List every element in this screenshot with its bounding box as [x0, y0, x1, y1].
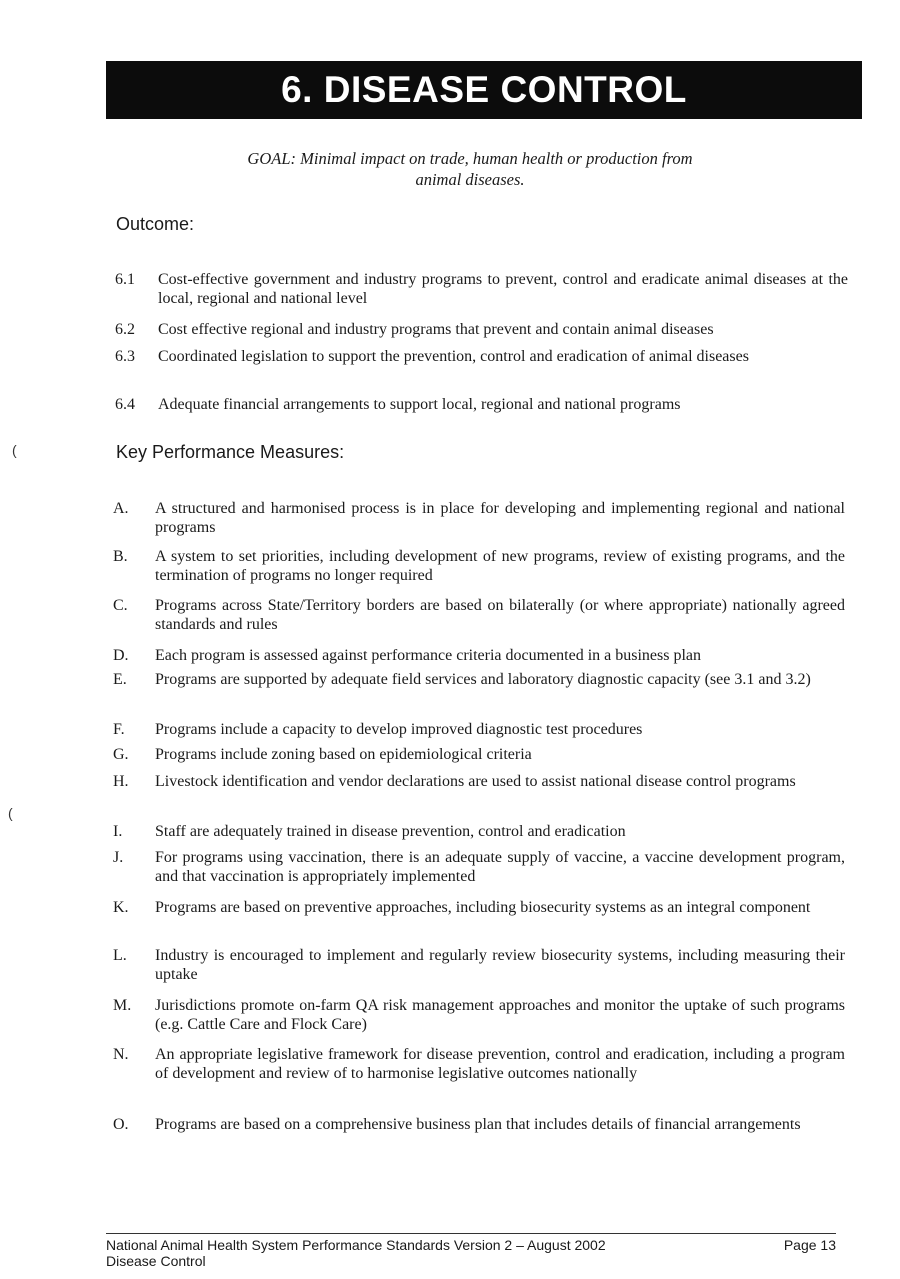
kpm-text: A system to set priorities, including development of new programs, review of existing programs, and the termination of programs no longer required: [155, 548, 845, 584]
kpm-letter: O.: [113, 1116, 129, 1133]
kpm-letter: G.: [113, 746, 129, 763]
kpm-letter: F.: [113, 721, 125, 738]
footer-line-1: [106, 1237, 836, 1253]
kpm-text: Staff are adequately trained in disease prevention, control and eradication: [155, 823, 626, 840]
kpm-letter: A.: [113, 500, 129, 517]
kpm-letter: H.: [113, 773, 129, 790]
section-title-banner: 6. DISEASE CONTROL: [106, 61, 862, 119]
footer-document-title: National Animal Health System Performance Standards Version 2 – August 2002: [106, 1237, 606, 1253]
outcome-number: 6.1: [115, 271, 135, 288]
outcome-text: Cost effective regional and industry programs that prevent and contain animal diseases: [158, 321, 714, 338]
kpm-letter: B.: [113, 548, 128, 565]
kpm-letter: N.: [113, 1046, 129, 1063]
kpm-text: Programs are based on a comprehensive business plan that includes details of financial arrangements: [155, 1116, 801, 1133]
footer-section-name: Disease Control: [106, 1253, 206, 1269]
outcome-number: 6.3: [115, 348, 135, 365]
kpm-text: A structured and harmonised process is in place for developing and implementing regional and national programs: [155, 500, 845, 536]
kpm-heading: Key Performance Measures:: [116, 442, 345, 462]
goal-statement: [150, 148, 790, 190]
kpm-letter: C.: [113, 597, 128, 614]
kpm-text: Each program is assessed against performance criteria documented in a business plan: [155, 647, 702, 664]
kpm-letter: K.: [113, 899, 129, 916]
outcome-text: Coordinated legislation to support the prevention, control and eradication of animal diseases: [158, 348, 749, 365]
kpm-text: Programs are supported by adequate field services and laboratory diagnostic capacity (see 3.1 and 3.2): [155, 671, 811, 688]
kpm-text: Industry is encouraged to implement and regularly review biosecurity systems, including measuring their uptake: [155, 947, 845, 983]
outcome-number: 6.2: [115, 321, 135, 338]
outcome-text: Adequate financial arrangements to support local, regional and national programs: [158, 396, 681, 413]
goal-line-1: GOAL: Minimal impact on trade, human health or production from: [247, 149, 693, 168]
outcome-number: 6.4: [115, 396, 135, 413]
kpm-text: Programs include zoning based on epidemiological criteria: [155, 746, 532, 763]
kpm-text: Programs across State/Territory borders are based on bilaterally (or where appropriate) nationally agreed standards and rules: [155, 597, 845, 633]
kpm-letter: M.: [113, 997, 132, 1014]
kpm-text: Programs are based on preventive approaches, including biosecurity systems as an integral component: [155, 899, 811, 916]
margin-bracket-mark: (: [12, 442, 17, 458]
kpm-letter: D.: [113, 647, 129, 664]
page-number: Page 13: [783, 1237, 836, 1253]
margin-bracket-mark: (: [8, 805, 13, 821]
kpm-text: An appropriate legislative framework for disease prevention, control and eradication, including a program of development and review of to harmonise legislative outcomes nationally: [155, 1046, 845, 1082]
outcome-text: Cost-effective government and industry programs to prevent, control and eradicate animal diseases at the local, regional and national level: [158, 271, 848, 307]
goal-line-2: animal diseases.: [415, 170, 525, 189]
kpm-text: Jurisdictions promote on-farm QA risk management approaches and monitor the uptake of such programs (e.g. Cattle Care and Flock Care): [155, 997, 845, 1033]
kpm-text: Programs include a capacity to develop improved diagnostic test procedures: [155, 721, 643, 738]
kpm-letter: J.: [113, 849, 124, 866]
kpm-letter: E.: [113, 671, 127, 688]
kpm-text: Livestock identification and vendor declarations are used to assist national disease control programs: [155, 773, 796, 790]
kpm-letter: I.: [113, 823, 123, 840]
page-footer: [106, 1233, 836, 1269]
outcome-heading: Outcome:: [116, 214, 195, 234]
kpm-letter: L.: [113, 947, 127, 964]
kpm-text: For programs using vaccination, there is an adequate supply of vaccine, a vaccine development program, and that vaccination is appropriately implemented: [155, 849, 845, 885]
